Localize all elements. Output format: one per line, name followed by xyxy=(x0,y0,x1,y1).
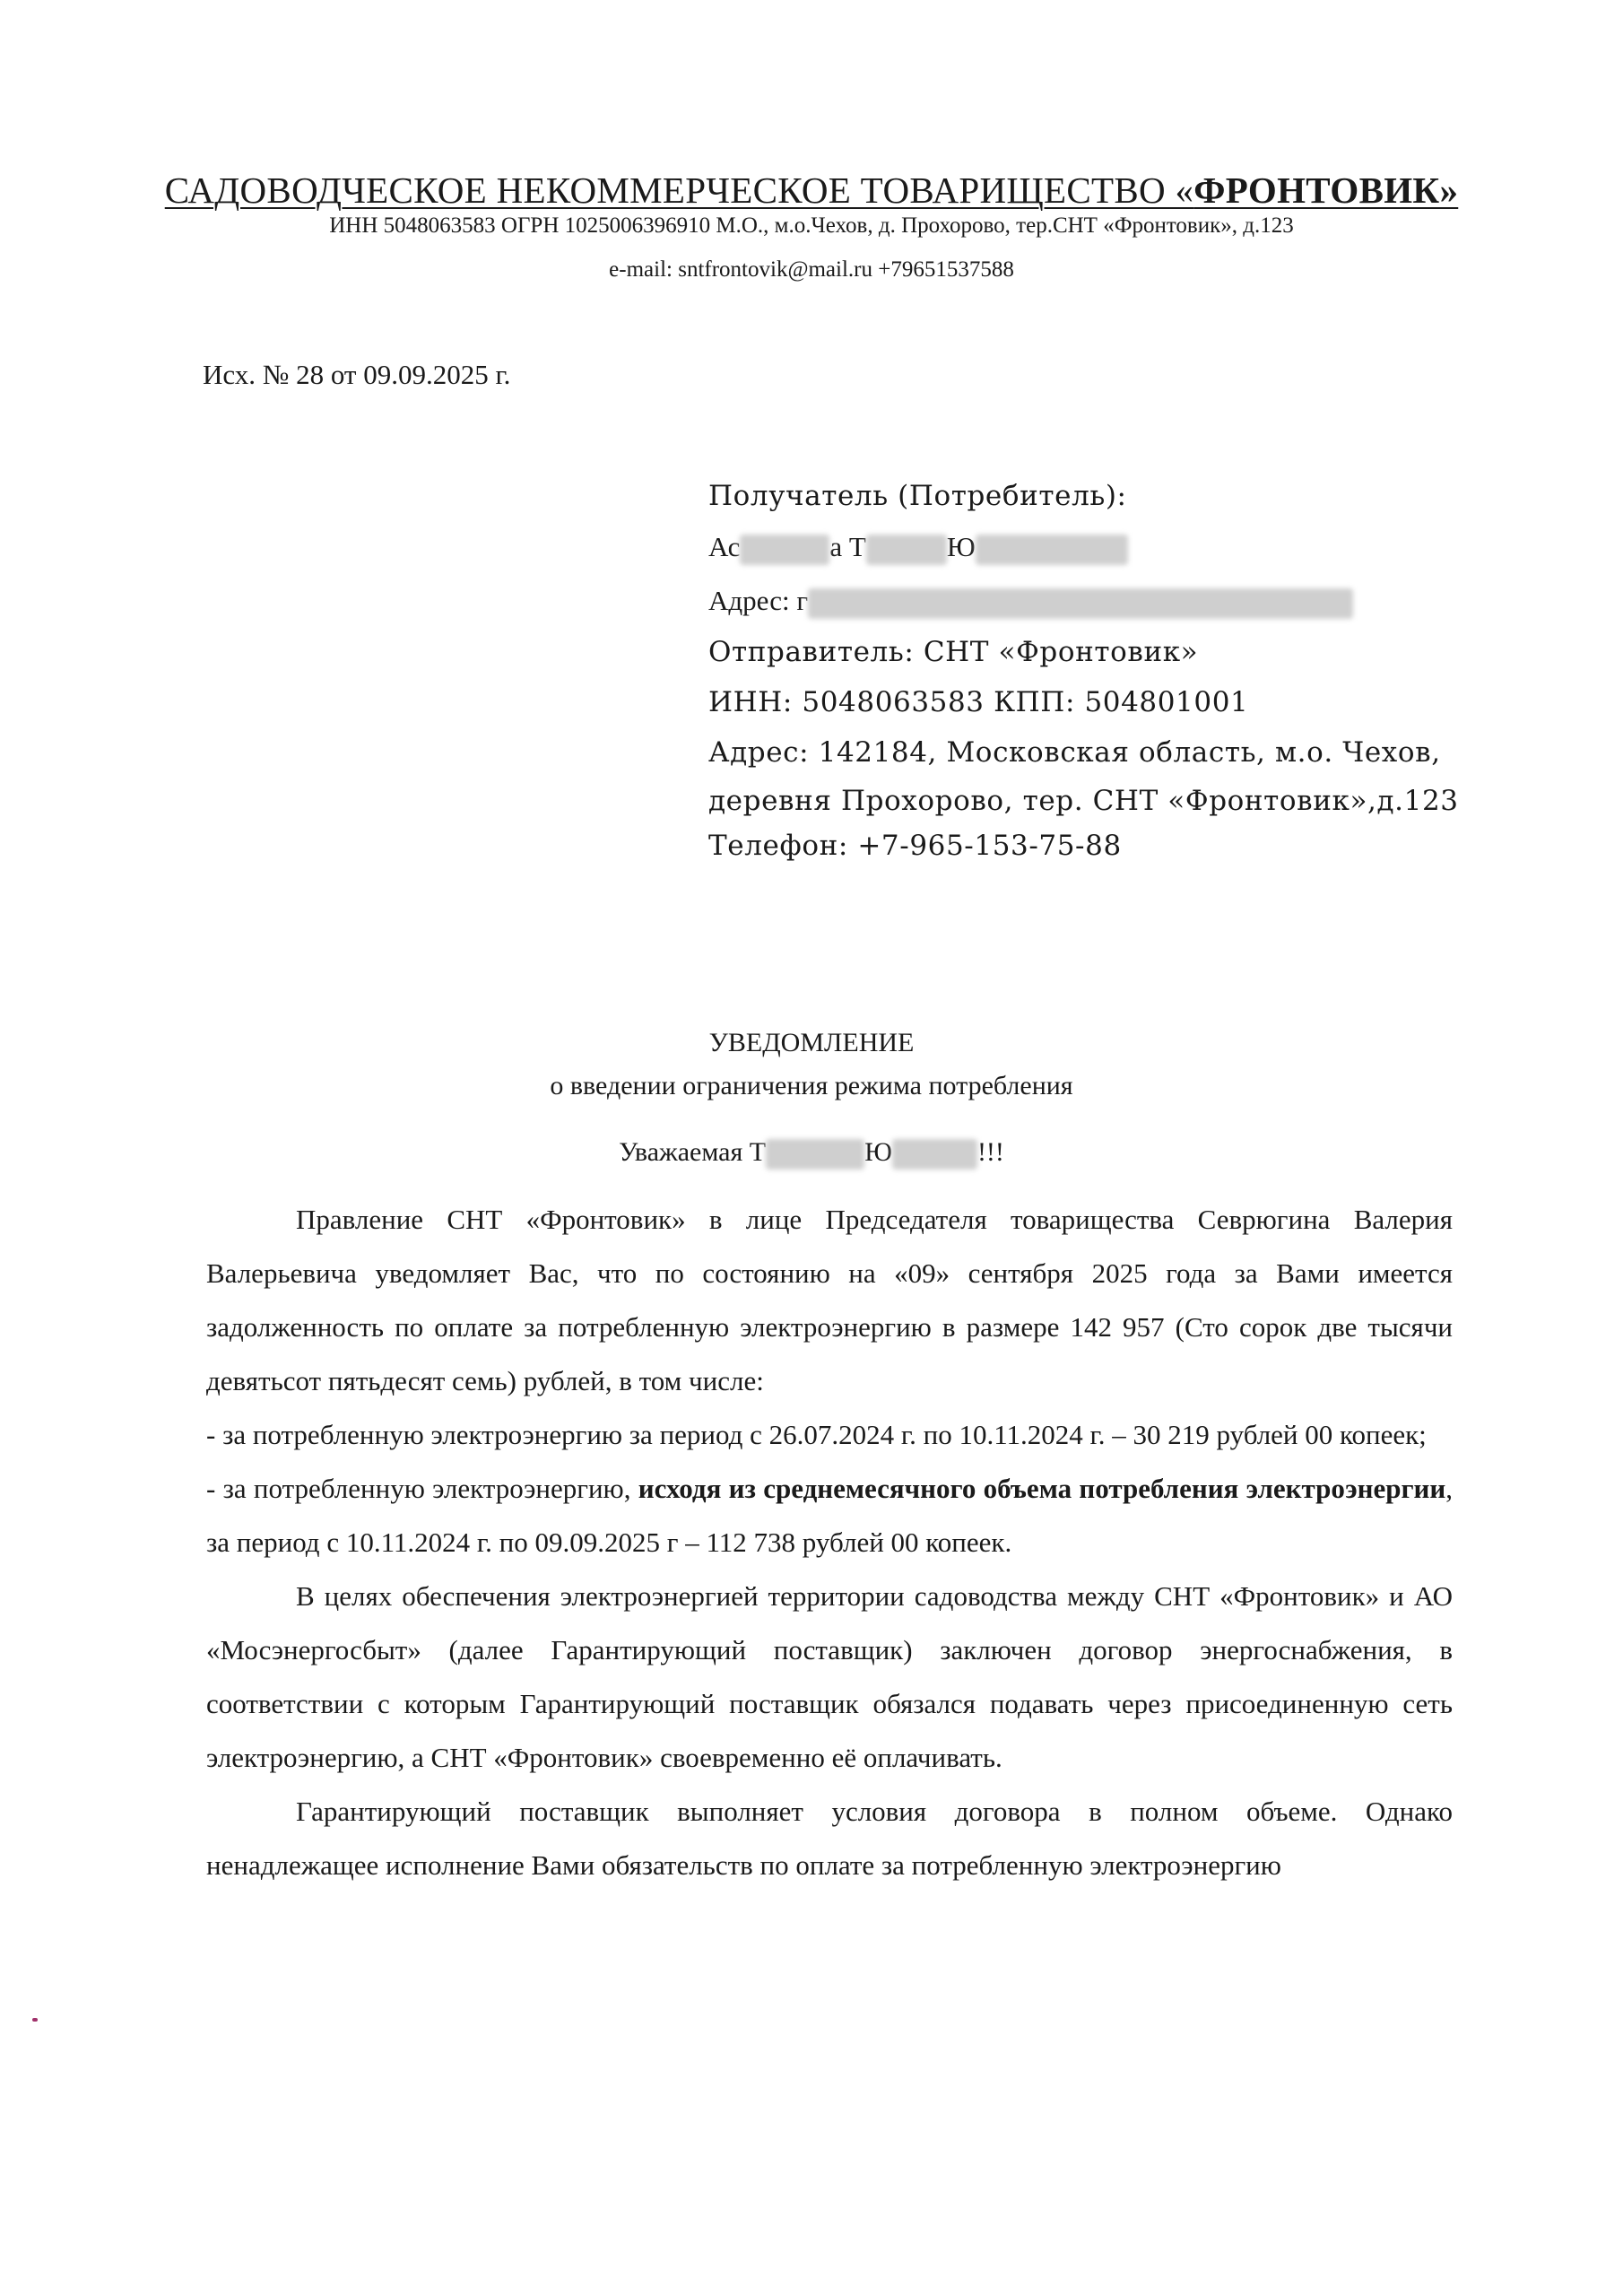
sender-inn-kpp: ИНН: 5048063583 КПП: 504801001 xyxy=(708,686,1249,718)
org-contacts: e-mail: sntfrontovik@mail.ru +79651537588 xyxy=(609,257,1014,282)
redaction-blur xyxy=(808,588,1353,619)
debt-item-2-start: - за потребленную электроэнергию, xyxy=(206,1473,638,1504)
organization-title xyxy=(0,169,1623,212)
recipient-name-part-2: а Т xyxy=(829,531,866,562)
sender-address-line-1: Адрес: 142184, Московская область, м.о. Чехов, xyxy=(708,736,1441,769)
sender-phone: Телефон: +7-965-153-75-88 xyxy=(708,830,1122,862)
notice-subtitle: о введении ограничения режима потребления xyxy=(550,1071,1073,1100)
redaction-blur xyxy=(740,535,829,565)
ink-mark xyxy=(32,2018,38,2022)
recipient-address-label: Адрес: г xyxy=(708,585,809,616)
paragraph-obligations: Гарантирующий поставщик выполняет условия договора в полном объеме. Однако ненадлежащее исполнение Вами обязательств по оплате за потребленную электроэнергию xyxy=(206,1796,1453,1881)
redaction-blur xyxy=(766,1139,864,1170)
debt-item-2 xyxy=(206,1462,1453,1570)
outgoing-reference: Исх. № 28 от 09.09.2025 г. xyxy=(203,359,511,390)
debt-item-2-end: , за период с 10.11.2024 г. по 09.09.2025 г – 112 738 рублей 00 копеек. xyxy=(206,1473,1453,1558)
recipient-name-part-1: Ас xyxy=(708,531,741,562)
redaction-blur xyxy=(976,535,1128,565)
recipient-name xyxy=(708,533,1128,565)
debt-item-1: - за потребленную электроэнергию за период с 26.07.2024 г. по 10.11.2024 г. – 30 219 рублей 00 копеек; xyxy=(206,1419,1427,1450)
greeting-part-1: Уважаемая Т xyxy=(619,1137,767,1167)
redaction-blur xyxy=(866,535,947,565)
greeting-part-3: !!! xyxy=(976,1137,1004,1167)
recipient-label: Получатель (Потребитель): xyxy=(708,480,1127,512)
recipient-name-part-3: Ю xyxy=(946,531,976,562)
debt-item-2-bold: исходя из среднемесячного объема потребления электроэнергии xyxy=(638,1473,1446,1504)
notice-body xyxy=(206,1193,1453,1892)
org-name-bold: ФРОНТОВИК» xyxy=(1193,170,1459,211)
recipient-address xyxy=(708,587,1353,619)
sender: Отправитель: СНТ «Фронтовик» xyxy=(708,636,1199,668)
notice-title: УВЕДОМЛЕНИЕ xyxy=(708,1028,915,1057)
org-name-prefix: САДОВОДЧЕСКОЕ НЕКОММЕРЧЕСКОЕ ТОВАРИЩЕСТВО « xyxy=(164,170,1194,211)
sender-address-line-2: деревня Прохорово, тер. СНТ «Фронтовик»,д.123 xyxy=(708,785,1459,817)
greeting-part-2: Ю xyxy=(864,1137,892,1167)
redaction-blur xyxy=(892,1139,977,1170)
greeting xyxy=(0,1137,1623,1170)
paragraph-debt: Правление СНТ «Фронтовик» в лице Председателя товарищества Севрюгина Валерия Валерьевича уведомляет Вас, что по состоянию на «09» сентября 2025 года за Вами имеется задолженность по оплате за потребленную электроэнергию в размере 142 957 (Сто сорок две тысячи девятьсот пятьдесят семь) рублей, в том числе: xyxy=(206,1204,1453,1396)
paragraph-contract: В целях обеспечения электроэнергией территории садоводства между СНТ «Фронтовик» и АО «Мосэнергосбыт» (далее Гарантирующий поставщик) заключен договор энергоснабжения, в соответствии с которым Гарантирующий поставщик обязался подавать через присоединенную сеть электроэнергию, а СНТ «Фронтовик» своевременно её оплачивать. xyxy=(206,1580,1453,1773)
org-requisites: ИНН 5048063583 ОГРН 1025006396910 М.О., м.о.Чехов, д. Прохорово, тер.СНТ «Фронтовик», д.123 xyxy=(329,213,1294,238)
